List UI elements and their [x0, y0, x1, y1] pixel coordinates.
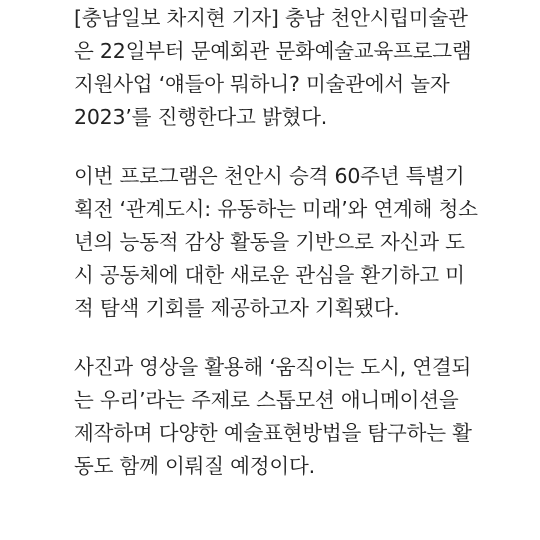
paragraph-line: 지원사업 ‘얘들아 뭐하니? 미술관에서 놀자 [74, 72, 450, 96]
paragraph-intro [74, 2, 474, 134]
paragraph-line: 시 공동체에 대한 새로운 관심을 환기하고 미 [74, 263, 465, 287]
paragraph-line: 획전 ‘관계도시: 유동하는 미래’와 연계해 청소 [74, 197, 478, 221]
paragraph-line: [충남일보 차지현 기자] 충남 천안시립미술관 [74, 6, 468, 30]
article-body [74, 2, 478, 509]
paragraph-line: 이번 프로그램은 천안시 승격 60주년 특별기 [74, 164, 465, 188]
paragraph-line: 제작하며 다양한 예술표현방법을 탐구하는 활 [74, 421, 472, 445]
paragraph-line: 동도 함께 이뤄질 예정이다. [74, 454, 315, 478]
paragraph-line: 적 탐색 기회를 제공하고자 기획됐다. [74, 296, 400, 320]
paragraph-program [74, 160, 478, 325]
paragraph-line: 사진과 영상을 활용해 ‘움직이는 도시, 연결되 [74, 355, 472, 379]
paragraph-line: 는 우리’라는 주제로 스톱모션 애니메이션을 [74, 388, 459, 412]
paragraph-activity [74, 351, 474, 483]
paragraph-line: 은 22일부터 문예회관 문화예술교육프로그램 [74, 39, 472, 63]
paragraph-line: 2023’를 진행한다고 밝혔다. [74, 105, 328, 129]
paragraph-line: 년의 능동적 감상 활동을 기반으로 자신과 도 [74, 230, 465, 254]
